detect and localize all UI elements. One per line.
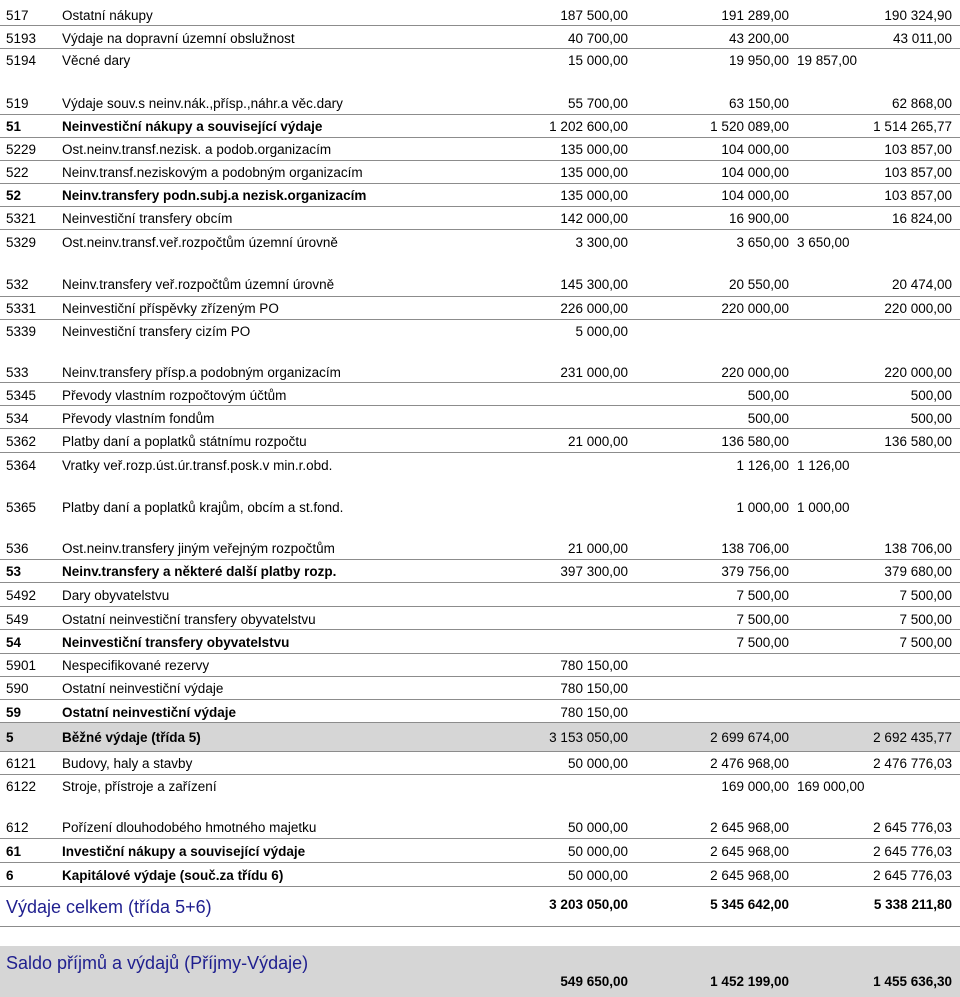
row-code: 59 [6,705,22,720]
row-adjusted: 136 580,00 [721,434,789,449]
row-name: Převody vlastním rozpočtovým účtům [62,388,287,403]
table-row [0,863,960,887]
table-row [0,775,960,797]
row-adjusted: 2 476 968,00 [710,756,789,771]
row-budget: 780 150,00 [560,681,628,696]
row-code: 51 [6,119,22,134]
row-code: 5492 [6,588,37,603]
row-adjusted: 7 500,00 [736,612,789,627]
row-code: 5362 [6,434,37,449]
row-adjusted: 1 520 089,00 [710,119,789,134]
row-actual: 43 011,00 [892,31,952,46]
table-row [0,406,960,429]
row-budget: 40 700,00 [567,31,628,46]
table-row [0,184,960,207]
row-adjusted: 2 699 674,00 [710,730,789,745]
row-actual: 2 645 776,03 [873,844,952,859]
row-adjusted: 2 645 968,00 [710,844,789,859]
row-actual: 220 000,00 [884,301,952,316]
row-code: 590 [6,681,29,696]
row-actual: 220 000,00 [884,365,952,380]
row-adjusted: 2 645 968,00 [710,820,789,835]
table-row [0,254,960,297]
row-budget: 21 000,00 [567,541,628,556]
row-budget: 15 000,00 [567,53,628,68]
row-actual: 19 857,00 [797,53,858,68]
row-name: Výdaje na dopravní územní obslužnost [62,31,295,46]
row-actual: 2 645 776,03 [873,820,952,835]
row-actual: 190 324,90 [884,8,952,23]
row-code: 612 [6,820,29,835]
row-code: 522 [6,165,29,180]
row-adjusted: 3 650,00 [736,235,789,250]
row-code: 6121 [6,756,37,771]
row-actual: 138 706,00 [884,541,952,556]
row-budget: 135 000,00 [560,165,628,180]
row-actual: 103 857,00 [884,188,952,203]
table-row [0,49,960,71]
row-budget: 50 000,00 [567,756,628,771]
row-code: 5321 [6,211,37,226]
row-adjusted: 220 000,00 [721,365,789,380]
row-name: Kapitálové výdaje (souč.za třídu 6) [62,868,284,883]
row-adjusted: 63 150,00 [728,96,789,111]
row-name: Neinv.transfery podn.subj.a nezisk.organizacím [62,188,367,203]
row-adjusted: 7 500,00 [736,635,789,650]
row-actual: 16 824,00 [891,211,952,226]
table-row [0,797,960,839]
total-actual: 5 338 211,80 [873,897,952,912]
row-actual: 500,00 [910,411,952,426]
saldo-actual: 1 455 636,30 [873,974,952,989]
row-actual: 169 000,00 [797,779,865,794]
row-code: 5365 [6,500,37,515]
row-name: Stroje, přístroje a zařízení [62,779,217,794]
row-actual: 2 645 776,03 [873,868,952,883]
row-code: 5331 [6,301,37,316]
row-adjusted: 169 000,00 [721,779,789,794]
row-code: 5229 [6,142,37,157]
row-code: 5194 [6,53,37,68]
table-row [0,630,960,654]
row-adjusted: 104 000,00 [721,165,789,180]
row-name: Neinvestiční transfery obyvatelstvu [62,635,290,650]
row-budget: 231 000,00 [560,365,628,380]
row-actual: 7 500,00 [899,635,952,650]
row-adjusted: 191 289,00 [721,8,789,23]
row-adjusted: 16 900,00 [728,211,789,226]
row-actual: 103 857,00 [884,165,952,180]
total-adjusted: 5 345 642,00 [710,897,789,912]
row-code: 519 [6,96,29,111]
row-code: 6 [6,868,14,883]
total-budget: 3 203 050,00 [549,897,628,912]
row-adjusted: 1 126,00 [736,458,789,473]
row-budget: 187 500,00 [560,8,628,23]
row-adjusted: 19 950,00 [728,53,789,68]
table-row [0,207,960,230]
saldo-budget: 549 650,00 [560,974,628,989]
row-name: Výdaje souv.s neinv.nák.,přísp.,náhr.a věc.dary [62,96,343,111]
row-name: Platby daní a poplatků státnímu rozpočtu [62,434,307,449]
row-budget: 397 300,00 [560,564,628,579]
row-adjusted: 2 645 968,00 [710,868,789,883]
row-actual: 500,00 [910,388,952,403]
row-code: 54 [6,635,22,650]
table-row [0,26,960,49]
table-row [0,138,960,161]
row-code: 5339 [6,324,37,339]
table-row [0,700,960,723]
table-row [0,343,960,383]
row-name: Ostatní nákupy [62,8,153,23]
table-row [0,429,960,453]
row-name: Ost.neinv.transfery jiným veřejným rozpočtům [62,541,335,556]
row-name: Neinvestiční příspěvky zřízeným PO [62,301,279,316]
total-label: Výdaje celkem (třída 5+6) [6,897,212,917]
table-row [0,519,960,560]
row-name: Převody vlastním fondům [62,411,215,426]
table-row [0,607,960,630]
row-name: Platby daní a poplatků krajům, obcím a st.fond. [62,500,344,515]
table-row [0,383,960,406]
table-row [0,115,960,138]
row-budget: 226 000,00 [560,301,628,316]
row-adjusted: 500,00 [747,388,789,403]
table-row [0,839,960,863]
row-actual: 1 000,00 [797,500,850,515]
row-name: Neinv.transfery veř.rozpočtům územní úrovně [62,277,335,292]
row-adjusted: 7 500,00 [736,588,789,603]
row-code: 5364 [6,458,37,473]
row-budget: 780 150,00 [560,658,628,673]
table-row [0,654,960,677]
row-budget: 135 000,00 [560,142,628,157]
row-adjusted: 500,00 [747,411,789,426]
row-name: Nespecifikované rezervy [62,658,210,673]
row-actual: 103 857,00 [884,142,952,157]
row-budget: 3 153 050,00 [549,730,628,745]
row-adjusted: 379 756,00 [721,564,789,579]
row-code: 549 [6,612,29,627]
row-name: Investiční nákupy a související výdaje [62,844,306,859]
table-row [0,677,960,700]
row-actual: 7 500,00 [899,612,952,627]
row-code: 5329 [6,235,37,250]
row-budget: 50 000,00 [567,844,628,859]
row-code: 536 [6,541,29,556]
row-code: 61 [6,844,22,859]
row-actual: 7 500,00 [899,588,952,603]
row-code: 5193 [6,31,37,46]
row-code: 5345 [6,388,37,403]
row-actual: 62 868,00 [891,96,952,111]
row-adjusted: 104 000,00 [721,142,789,157]
saldo-adjusted: 1 452 199,00 [710,974,789,989]
row-code: 534 [6,411,29,426]
row-adjusted: 1 000,00 [736,500,789,515]
table-row [0,583,960,607]
saldo-label: Saldo příjmů a výdajů (Příjmy-Výdaje) [6,953,309,973]
row-budget: 55 700,00 [567,96,628,111]
row-actual: 20 474,00 [891,277,952,292]
row-code: 533 [6,365,29,380]
row-budget: 5 000,00 [575,324,628,339]
row-budget: 145 300,00 [560,277,628,292]
row-budget: 3 300,00 [575,235,628,250]
row-name: Ost.neinv.transf.veř.rozpočtům územní úrovně [62,235,338,250]
row-name: Ost.neinv.transf.nezisk. a podob.organizacím [62,142,332,157]
row-name: Neinv.transfery a některé další platby rozp. [62,564,337,579]
row-name: Neinvestiční nákupy a související výdaje [62,119,323,134]
row-actual: 3 650,00 [797,235,850,250]
row-actual: 2 692 435,77 [873,730,952,745]
row-adjusted: 220 000,00 [721,301,789,316]
row-adjusted: 43 200,00 [728,31,789,46]
row-budget: 780 150,00 [560,705,628,720]
table-row [0,3,960,26]
row-adjusted: 20 550,00 [728,277,789,292]
table-row [0,297,960,320]
row-name: Budovy, haly a stavby [62,756,193,771]
row-code: 6122 [6,779,37,794]
row-budget: 50 000,00 [567,868,628,883]
row-name: Ostatní neinvestiční transfery obyvatelstvu [62,612,316,627]
row-code: 53 [6,564,22,579]
table-row [0,477,960,519]
row-code: 5901 [6,658,37,673]
row-name: Neinv.transfery přísp.a podobným organizacím [62,365,341,380]
row-budget: 50 000,00 [567,820,628,835]
row-name: Neinv.transf.neziskovým a podobným organizacím [62,165,363,180]
row-actual: 2 476 776,03 [873,756,952,771]
row-name: Pořízení dlouhodobého hmotného majetku [62,820,317,835]
row-adjusted: 104 000,00 [721,188,789,203]
row-actual: 136 580,00 [884,434,952,449]
saldo-row [0,946,960,997]
row-name: Neinvestiční transfery obcím [62,211,233,226]
table-row [0,320,960,343]
table-row [0,453,960,477]
table-row [0,71,960,115]
table-row [0,161,960,184]
row-code: 517 [6,8,29,23]
row-budget: 1 202 600,00 [549,119,628,134]
row-name: Běžné výdaje (třída 5) [62,730,201,745]
row-code: 52 [6,188,22,203]
table-row [0,560,960,583]
row-budget: 21 000,00 [567,434,628,449]
row-actual: 1 126,00 [797,458,850,473]
row-name: Ostatní neinvestiční výdaje [62,705,237,720]
row-adjusted: 138 706,00 [721,541,789,556]
total-row [0,887,960,927]
row-name: Vratky veř.rozp.úst.úr.transf.posk.v min.r.obd. [62,458,333,473]
table-row [0,723,960,752]
row-code: 532 [6,277,29,292]
row-name: Ostatní neinvestiční výdaje [62,681,224,696]
row-code: 5 [6,730,14,745]
row-name: Neinvestiční transfery cizím PO [62,324,251,339]
table-row [0,230,960,254]
table-row [0,752,960,775]
row-actual: 379 680,00 [884,564,952,579]
row-actual: 1 514 265,77 [873,119,952,134]
row-name: Věcné dary [62,53,131,68]
row-budget: 135 000,00 [560,188,628,203]
row-name: Dary obyvatelstvu [62,588,170,603]
row-budget: 142 000,00 [560,211,628,226]
